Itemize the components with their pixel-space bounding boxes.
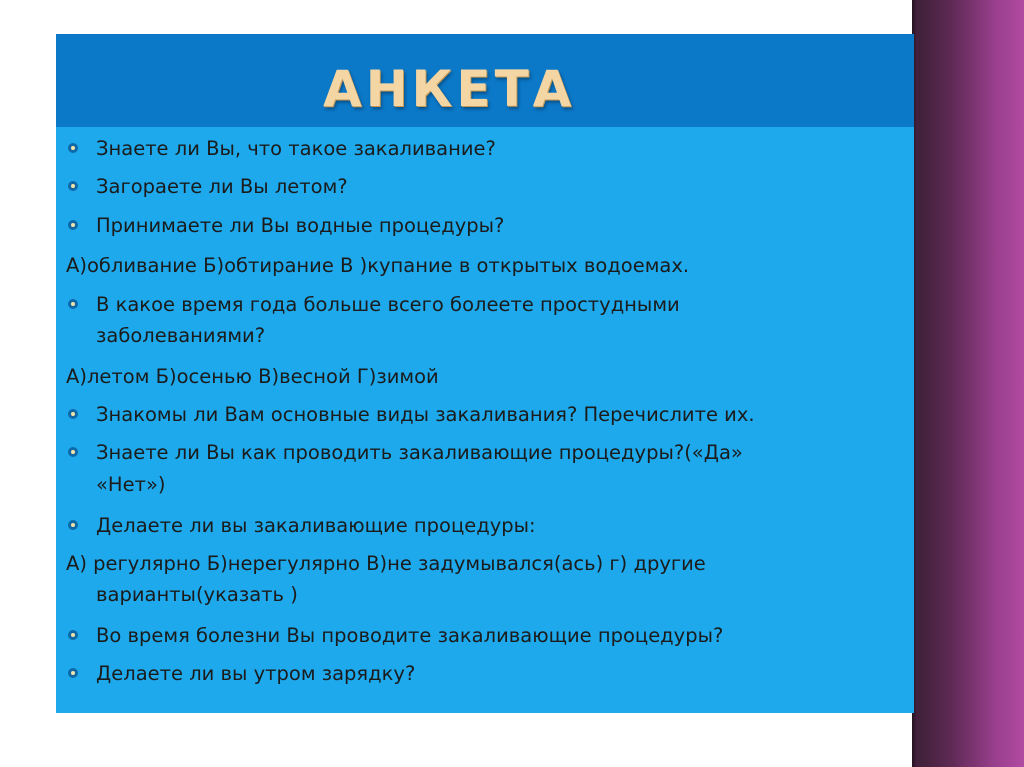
bullet-icon [68,299,78,309]
bullet-icon [68,668,78,678]
bullet-icon [68,409,78,419]
list-item-continuation: «Нет») [96,473,166,496]
bullet-icon [68,181,78,191]
list-item-continuation: заболеваниями? [96,324,266,347]
answer-options: А)обливание Б)обтирание В )купание в открытых водоемах. [66,254,690,277]
answer-options: А) регулярно Б)нерегулярно В)не задумывался(ась) г) другие [66,552,706,575]
bullet-icon [68,143,78,153]
answer-options-continuation: варианты(указать ) [96,583,298,606]
decorative-side-band [912,0,1024,767]
slide-title: АНКЕТА [323,60,576,118]
slide-content: Знаете ли Вы, что такое закаливание? Загораете ли Вы летом? Принимаете ли Вы водные процедуры? А)обливание Б)обтирание В )купание в открытых водоемах. В какое время года больше всего болеете простудными заболеваниями? А)летом Б)осенью В)весной Г)зимой Знакомы ли Вам основные виды закаливания? Перечислите их. Знаете ли Вы как проводить закаливающие процедуры?(«Да» «Нет») Делаете ли вы закаливающие процедуры: А) регулярно Б)нерегулярно В)не задумывался(ась) г) другие варианты(указать ) Во время болезни Вы проводите закаливающие процедуры? Делаете ли вы утром зарядку? [56,127,914,713]
answer-options: А)летом Б)осенью В)весной Г)зимой [66,365,439,388]
bullet-icon [68,520,78,530]
bullet-icon [68,220,78,230]
bullet-icon [68,630,78,640]
bullet-icon [68,447,78,457]
